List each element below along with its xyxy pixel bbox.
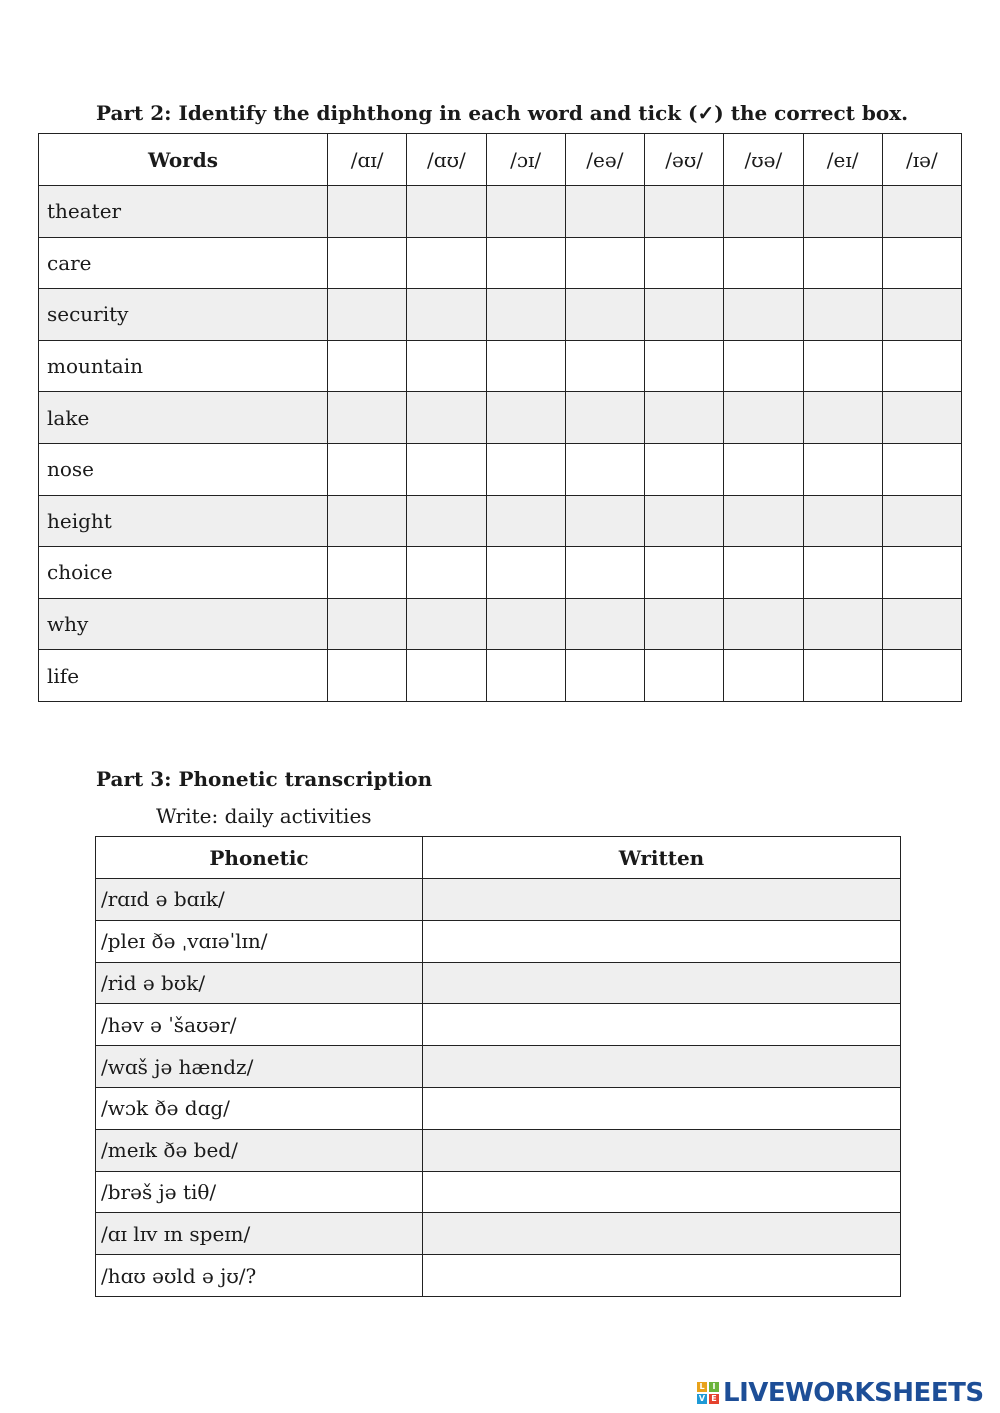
tick-box[interactable]	[328, 289, 407, 341]
diphthong-header: /eə/	[565, 134, 644, 186]
word-cell: nose	[39, 443, 328, 495]
tick-box[interactable]	[407, 598, 486, 650]
phonetic-cell: /rid ə bʊk/	[96, 962, 423, 1004]
diphthong-header: /ɔɪ/	[486, 134, 565, 186]
tick-box[interactable]	[724, 392, 803, 444]
phonetic-cell: /brəš jə tiθ/	[96, 1171, 423, 1213]
tick-box[interactable]	[486, 650, 565, 702]
tick-box[interactable]	[565, 392, 644, 444]
phonetic-row	[96, 1255, 901, 1297]
tick-box[interactable]	[328, 547, 407, 599]
phonetic-cell: /həv ə ˈšaʊər/	[96, 1004, 423, 1046]
tick-box[interactable]	[803, 650, 882, 702]
logo-letter-square: E	[709, 1394, 719, 1404]
tick-box[interactable]	[882, 340, 961, 392]
tick-box[interactable]	[882, 650, 961, 702]
phonetic-row	[96, 1046, 901, 1088]
logo-letter-square: L	[697, 1382, 707, 1392]
tick-box[interactable]	[407, 289, 486, 341]
tick-box[interactable]	[486, 289, 565, 341]
tick-box[interactable]	[645, 443, 724, 495]
phonetic-row	[96, 879, 901, 921]
words-column-header: Words	[39, 134, 328, 186]
phonetic-row	[96, 1213, 901, 1255]
tick-box[interactable]	[645, 598, 724, 650]
diphthong-header: /ʊə/	[724, 134, 803, 186]
tick-box[interactable]	[724, 650, 803, 702]
tick-box[interactable]	[645, 237, 724, 289]
written-answer-input[interactable]	[423, 1255, 900, 1296]
written-answer-input[interactable]	[423, 879, 900, 920]
tick-box[interactable]	[803, 340, 882, 392]
tick-box[interactable]	[803, 237, 882, 289]
tick-box[interactable]	[407, 340, 486, 392]
tick-box[interactable]	[407, 650, 486, 702]
tick-box[interactable]	[486, 547, 565, 599]
word-row	[39, 495, 962, 547]
written-cell	[423, 1171, 901, 1213]
tick-box[interactable]	[803, 392, 882, 444]
tick-box[interactable]	[407, 443, 486, 495]
diphthong-header: /ɪə/	[882, 134, 961, 186]
brand-name: LIVEWORKSHEETS	[723, 1378, 984, 1408]
tick-box[interactable]	[486, 443, 565, 495]
written-cell	[423, 1046, 901, 1088]
diphthong-header: /eɪ/	[803, 134, 882, 186]
word-cell: theater	[39, 186, 328, 238]
word-row	[39, 598, 962, 650]
tick-box[interactable]	[645, 289, 724, 341]
phonetic-header-row	[96, 837, 901, 879]
tick-box[interactable]	[486, 237, 565, 289]
written-answer-input[interactable]	[423, 1046, 900, 1087]
phonetic-cell: /hɑʊ əʊld ə jʊ/?	[96, 1255, 423, 1297]
word-row	[39, 443, 962, 495]
tick-box[interactable]	[328, 598, 407, 650]
written-cell	[423, 879, 901, 921]
tick-box[interactable]	[565, 186, 644, 238]
phonetic-row	[96, 1129, 901, 1171]
word-row	[39, 289, 962, 341]
phonetic-cell: /wɑš jə hændz/	[96, 1046, 423, 1088]
word-cell: lake	[39, 392, 328, 444]
tick-box[interactable]	[328, 186, 407, 238]
tick-box[interactable]	[328, 237, 407, 289]
word-cell: why	[39, 598, 328, 650]
tick-box[interactable]	[486, 392, 565, 444]
phonetic-cell: /pleɪ ðə ˌvɑɪəˈlɪn/	[96, 920, 423, 962]
phonetic-cell: /ɑɪ lɪv ɪn speɪn/	[96, 1213, 423, 1255]
written-answer-input[interactable]	[423, 1172, 900, 1213]
tick-box[interactable]	[724, 289, 803, 341]
tick-box[interactable]	[724, 443, 803, 495]
tick-box[interactable]	[486, 598, 565, 650]
tick-box[interactable]	[645, 495, 724, 547]
diphthong-header: /ɑɪ/	[328, 134, 407, 186]
word-cell: life	[39, 650, 328, 702]
tick-box[interactable]	[882, 443, 961, 495]
diphthong-table	[38, 133, 962, 702]
phonetic-cell: /wɔk ðə dɑg/	[96, 1087, 423, 1129]
phonetic-row	[96, 1171, 901, 1213]
written-cell	[423, 1087, 901, 1129]
word-cell: mountain	[39, 340, 328, 392]
tick-box[interactable]	[407, 495, 486, 547]
tick-box[interactable]	[486, 495, 565, 547]
word-cell: care	[39, 237, 328, 289]
word-row	[39, 650, 962, 702]
liveworksheets-brand	[697, 1378, 984, 1408]
word-row	[39, 340, 962, 392]
written-column-header: Written	[423, 837, 901, 879]
written-answer-input[interactable]	[423, 1004, 900, 1045]
phonetic-cell: /rɑɪd ə bɑɪk/	[96, 879, 423, 921]
written-cell	[423, 1213, 901, 1255]
tick-box[interactable]	[803, 495, 882, 547]
tick-box[interactable]	[882, 495, 961, 547]
part3-title: Part 3: Phonetic transcription	[96, 767, 433, 791]
tick-box[interactable]	[486, 340, 565, 392]
tick-box[interactable]	[565, 495, 644, 547]
written-answer-input[interactable]	[423, 1213, 900, 1254]
tick-box[interactable]	[803, 443, 882, 495]
logo-letter-square: I	[709, 1382, 719, 1392]
tick-box[interactable]	[724, 340, 803, 392]
phonetic-cell: /meɪk ðə bed/	[96, 1129, 423, 1171]
tick-box[interactable]	[328, 495, 407, 547]
diphthong-header-row	[39, 134, 962, 186]
written-answer-input[interactable]	[423, 1130, 900, 1171]
tick-box[interactable]	[407, 237, 486, 289]
tick-box[interactable]	[645, 392, 724, 444]
tick-box[interactable]	[486, 186, 565, 238]
tick-box[interactable]	[882, 598, 961, 650]
phonetic-table	[95, 836, 901, 1297]
tick-box[interactable]	[328, 650, 407, 702]
phonetic-row	[96, 1087, 901, 1129]
part3-subtitle: Write: daily activities	[156, 804, 372, 828]
word-cell: choice	[39, 547, 328, 599]
tick-box[interactable]	[328, 340, 407, 392]
tick-box[interactable]	[565, 237, 644, 289]
tick-box[interactable]	[645, 340, 724, 392]
tick-box[interactable]	[882, 392, 961, 444]
written-cell	[423, 920, 901, 962]
tick-box[interactable]	[407, 392, 486, 444]
written-cell	[423, 1129, 901, 1171]
tick-box[interactable]	[565, 289, 644, 341]
tick-box[interactable]	[407, 186, 486, 238]
tick-box[interactable]	[803, 289, 882, 341]
word-row	[39, 547, 962, 599]
diphthong-header: /əʊ/	[645, 134, 724, 186]
word-row	[39, 392, 962, 444]
diphthong-header: /ɑʊ/	[407, 134, 486, 186]
tick-box[interactable]	[645, 547, 724, 599]
tick-box[interactable]	[565, 598, 644, 650]
tick-box[interactable]	[565, 443, 644, 495]
tick-box[interactable]	[724, 237, 803, 289]
phonetic-column-header: Phonetic	[96, 837, 423, 879]
word-cell: height	[39, 495, 328, 547]
phonetic-row	[96, 962, 901, 1004]
phonetic-row	[96, 920, 901, 962]
tick-box[interactable]	[645, 186, 724, 238]
written-cell	[423, 1255, 901, 1297]
tick-box[interactable]	[407, 547, 486, 599]
tick-box[interactable]	[882, 237, 961, 289]
tick-box[interactable]	[882, 186, 961, 238]
tick-box[interactable]	[724, 186, 803, 238]
tick-box[interactable]	[565, 340, 644, 392]
tick-box[interactable]	[882, 547, 961, 599]
tick-box[interactable]	[645, 650, 724, 702]
liveworksheets-logo-icon	[697, 1382, 719, 1404]
tick-box[interactable]	[724, 495, 803, 547]
word-row	[39, 237, 962, 289]
tick-box[interactable]	[803, 547, 882, 599]
written-answer-input[interactable]	[423, 921, 900, 962]
tick-box[interactable]	[803, 598, 882, 650]
word-row	[39, 186, 962, 238]
written-cell	[423, 962, 901, 1004]
logo-letter-square: V	[698, 1394, 706, 1403]
tick-box[interactable]	[565, 650, 644, 702]
part2-title: Part 2: Identify the diphthong in each word and tick (✓) the correct box.	[96, 101, 909, 125]
tick-box[interactable]	[803, 186, 882, 238]
tick-box[interactable]	[328, 392, 407, 444]
phonetic-row	[96, 1004, 901, 1046]
tick-box[interactable]	[724, 547, 803, 599]
tick-box[interactable]	[882, 289, 961, 341]
written-answer-input[interactable]	[423, 963, 900, 1004]
tick-box[interactable]	[724, 598, 803, 650]
written-answer-input[interactable]	[423, 1088, 900, 1129]
written-cell	[423, 1004, 901, 1046]
tick-box[interactable]	[565, 547, 644, 599]
word-cell: security	[39, 289, 328, 341]
tick-box[interactable]	[328, 443, 407, 495]
